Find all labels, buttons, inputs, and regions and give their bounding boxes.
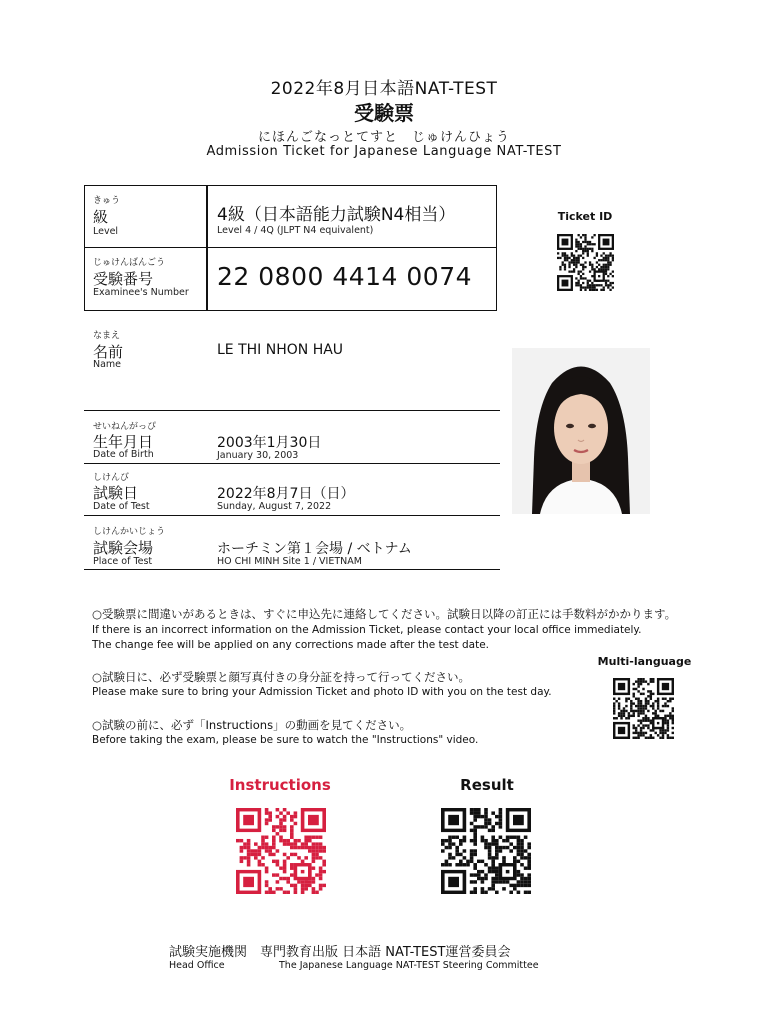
- header-title: 2022年8月日本語NAT-TEST: [270, 79, 498, 99]
- footer-head-office-en: Head Office: [169, 960, 225, 971]
- header-reading: にほんごなっとてすと じゅけんひょう: [257, 130, 510, 145]
- result-qr-icon[interactable]: [441, 808, 531, 894]
- test-place-ruby: しけんかいじょう: [93, 527, 166, 537]
- name-label-en: Name: [93, 359, 122, 370]
- note-3-ja: ○試験の前に、必ず「Instructions」の動画を見てください。: [92, 718, 412, 732]
- test-date-label-en: Date of Test: [93, 501, 150, 512]
- test-date-value-en: Sunday, August 7, 2022: [217, 501, 332, 512]
- divider-line: [84, 515, 500, 516]
- dob-ruby: せいねんがっぴ: [93, 422, 157, 432]
- instructions-title: Instructions: [229, 776, 331, 794]
- level-value-en: Level 4 / 4Q (JLPT N4 equivalent): [217, 225, 374, 236]
- footer-committee-en: The Japanese Language NAT-TEST Steering Committee: [279, 960, 539, 971]
- header-ticket-ja: 受験票: [354, 101, 414, 125]
- ticket-id-qr-icon[interactable]: [557, 234, 614, 291]
- test-date-label-ja: 試験日: [93, 484, 139, 502]
- note-1-en-2: The change fee will be applied on any corrections made after the test date.: [92, 639, 490, 651]
- level-value-ja: 4級（日本語能力試験N4相当）: [217, 205, 456, 225]
- level-label-ja: 級: [93, 208, 109, 226]
- test-place-value-ja: ホーチミン第１会場 / ベトナム: [217, 541, 412, 557]
- header-subtitle-en: Admission Ticket for Japanese Language NAT-TEST: [206, 144, 562, 159]
- divider-line: [84, 410, 500, 411]
- name-label-ja: 名前: [93, 343, 124, 361]
- instructions-qr-icon[interactable]: [236, 808, 326, 894]
- note-3-en: Before taking the exam, please be sure to watch the "Instructions" video.: [92, 734, 479, 746]
- multi-language-title: Multi-language: [597, 655, 692, 668]
- examinee-photo: [512, 348, 650, 514]
- footer-organization-ja: 試験実施機関 専門教育出版 日本語 NAT-TEST運営委員会: [169, 945, 511, 960]
- level-label-en: Level: [93, 226, 119, 237]
- ticket-id-title: Ticket ID: [557, 210, 613, 223]
- dob-label-en: Date of Birth: [93, 449, 154, 460]
- dob-value-ja: 2003年1月30日: [217, 435, 322, 451]
- dob-value-en: January 30, 2003: [217, 450, 299, 461]
- examinee-number-ruby: じゅけんばんごう: [93, 258, 166, 268]
- dob-label-ja: 生年月日: [93, 433, 154, 451]
- examinee-number-label-en: Examinee's Number: [93, 287, 189, 298]
- test-place-label-en: Place of Test: [93, 556, 153, 567]
- divider-line: [84, 463, 500, 464]
- level-ruby: きゅう: [93, 196, 121, 206]
- test-date-ruby: しけんび: [93, 473, 130, 483]
- note-1-ja: ○受験票に間違いがあるときは、すぐに申込先に連絡してください。試験日以降の訂正には手数料がかかります。: [92, 607, 677, 621]
- note-2-ja: ○試験日に、必ず受験票と顔写真付きの身分証を持って行ってください。: [92, 670, 471, 684]
- name-ruby: なまえ: [93, 331, 121, 341]
- box-divider: [206, 186, 208, 310]
- divider-line: [84, 569, 500, 570]
- examinee-number-label-ja: 受験番号: [93, 270, 154, 288]
- name-value: LE THI NHON HAU: [217, 342, 344, 358]
- result-title: Result: [460, 776, 514, 794]
- test-place-label-ja: 試験会場: [93, 539, 154, 557]
- multi-language-qr-icon[interactable]: [613, 678, 674, 739]
- test-place-value-en: HO CHI MINH Site 1 / VIETNAM: [217, 556, 362, 567]
- examinee-number-value: 22 0800 4414 0074: [217, 262, 473, 291]
- note-2-en: Please make sure to bring your Admission Ticket and photo ID with you on the test day.: [92, 686, 552, 698]
- note-1-en: If there is an incorrect information on the Admission Ticket, please contact your local office immediately.: [92, 624, 642, 636]
- test-date-value-ja: 2022年8月7日（日）: [217, 486, 355, 502]
